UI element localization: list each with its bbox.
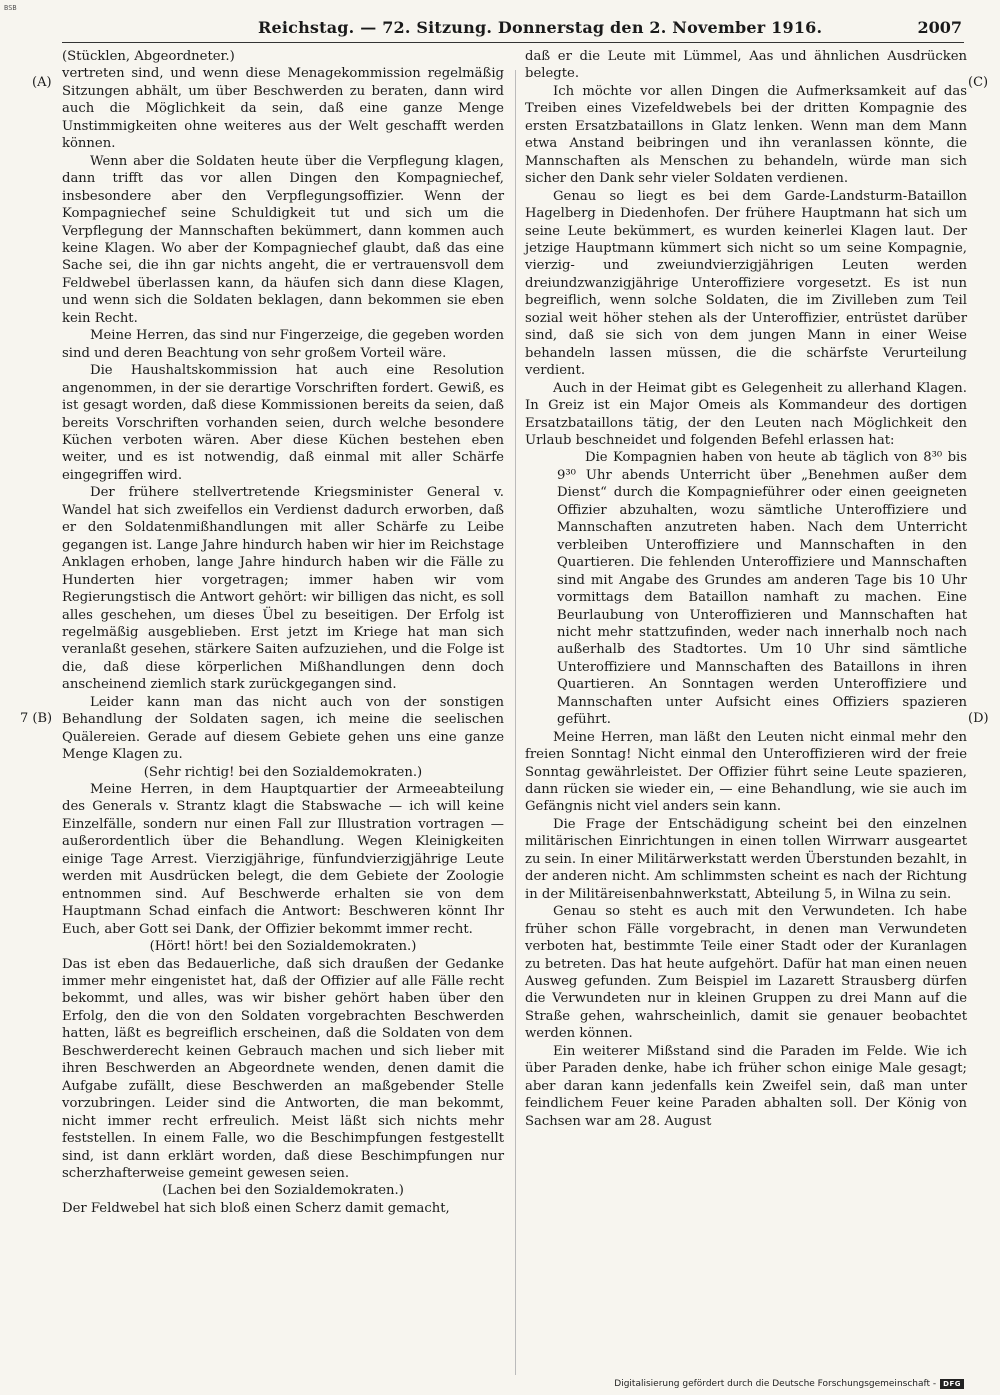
margin-marker-d: (D)	[968, 711, 989, 726]
paragraph: Auch in der Heimat gibt es Gelegenheit zu allerhand Klagen. In Greiz ist ein Major Omeis als Kommandeur des dortigen Ersatzbataillons tätig, der den Leuten nach Möglichkeit den Urlaub beschneidet und folgenden Befehl erlassen hat:	[525, 380, 967, 448]
footer	[614, 1379, 964, 1389]
right-column	[525, 48, 967, 1130]
speaker-line: (Stücklen, Abgeordneter.)	[62, 49, 235, 64]
funding-note: Digitalisierung gefördert durch die Deutsche Forschungsgemeinschaft -	[614, 1379, 937, 1389]
paragraph: Meine Herren, man läßt den Leuten nicht einmal mehr den freien Sonntag! Nicht einmal den Unteroffizieren wird der freie Sonntag gewährleistet. Der Offizier führt seine Leute spazieren, dann rücken sie wieder ein, — eine Behandlung, wie sie auch im Gefängnis nicht viel anders sein kann.	[525, 729, 967, 815]
paragraph: Die Frage der Entschädigung scheint bei den einzelnen militärischen Einrichtungen in einen tollen Wirrwarr ausgeartet zu sein. In einer Militärwerkstatt werden Überstunden bezahlt, in der anderen nicht. Am schlimmsten scheint es nach der Richtung in der Militäreisenbahnwerkstatt, Abteilung 5, in Wilna zu sein.	[525, 816, 967, 902]
paragraph: Ein weiterer Mißstand sind die Paraden im Felde. Wie ich über Paraden denke, habe ich früher schon einige Male gesagt; aber daran kann jedenfalls kein Zweifel sein, daß man unter feindlichem Feuer keine Paraden abhalten soll. Der König von Sachsen war am 28. August	[525, 1043, 967, 1129]
paragraph: Die Haushaltskommission hat auch eine Resolution angenommen, in der sie derartige Vorschriften fordert. Gewiß, es ist gesagt worden, daß diese Kommissionen bereits da seien, daß bereits Vorschriften vorhanden seien, durch welche besondere Küchen verboten wären. Aber diese Küchen bestehen eben weiter, und es ist notwendig, daß einmal mit aller Schärfe eingegriffen wird.	[62, 363, 504, 483]
dfg-logo: DFG	[940, 1379, 964, 1389]
library-stamp: BSB	[4, 4, 17, 12]
column-divider	[515, 70, 516, 1375]
paragraph: Wenn aber die Soldaten heute über die Verpflegung klagen, dann trifft das vor allen Dingen den Kompagniechef, insbesondere aber den Verpflegungsoffizier. Wenn der Kompagniechef seine Schuldigkeit tut und sich um die Verpflegung der Mannschaften bekümmert, dann kommen auch keine Klagen. Wo aber der Kompagniechef glaubt, daß das eine Sache sei, die ihn gar nichts angeht, die er vertrauensvoll dem Feldwebel überlassen kann, da häufen sich dann diese Klagen, und wenn sich die Soldaten beklagen, dann bekommen sie eben kein Recht.	[62, 153, 504, 326]
interjection: (Sehr richtig! bei den Sozialdemokraten.)	[143, 764, 423, 780]
paragraph: Meine Herren, in dem Hauptquartier der Armeeabteilung des Generals v. Strantz klagt die Stabswache — ich will keine Einzelfälle, sondern nur einen Fall zur Illustration vortragen — außerordentlich über die Behandlung. Wegen Kleinigkeiten einige Tage Arrest. Vierzigjährige, fünfundvierzigjährige Leute werden mit Ausdrücken belegt, die dem Gebiete der Zoologie entnommen sind. Auf Beschwerde erhalten sie von dem Hauptmann Schad einfach die Antwort: Beschweren könnt Ihr Euch, aber Gott sei Dank, der Offizier bekommt immer recht.	[62, 782, 504, 937]
margin-marker-b: 7 (B)	[20, 711, 53, 726]
paragraph: Meine Herren, das sind nur Fingerzeige, die gegeben worden sind und deren Beachtung von sehr großem Vorteil wäre.	[62, 328, 504, 361]
paragraph: Genau so liegt es bei dem Garde-Landsturm-Bataillon Hagelberg in Diedenhofen. Der frühere Hauptmann hat sich um seine Leute bekümmert, es wurden keinerlei Klagen laut. Der jetzige Hauptmann kümmert sich nicht so um seine Kompagnie, vierzig- und zweiundvierzigjährigen Leuten werden dreiundzwanzigjährige Unteroffiziere vorgesetzt. Es ist nun begreiflich, wenn solche Soldaten, die im Zivilleben zum Teil sozial weit höher stehen als der Unteroffizier, entrüstet darüber sind, daß sie sich von dem jungen Mann in einer Weise behandeln lassen müssen, die die schärfste Verurteilung verdient.	[525, 188, 967, 379]
header-rule	[62, 42, 964, 43]
paragraph: vertreten sind, und wenn diese Menagekommission regelmäßig Sitzungen abhält, um über Beschwerden zu beraten, dann wird auch die Möglichkeit da sein, daß eine ganze Menge Unstimmigkeiten ohne weiteres aus der Welt geschafft werden können.	[62, 66, 504, 152]
paragraph: Der frühere stellvertretende Kriegsminister General v. Wandel hat sich zweifellos ein Verdienst dadurch erworben, daß er den Soldatenmißhandlungen mit aller Schärfe zu Leibe gegangen ist. Lange Jahre hindurch haben wir hier im Reichstage Anklagen erhoben, lange Jahre hindurch haben wir die Fälle zu Hunderten hier vorgetragen; immer haben wir vom Regierungstisch die Antwort gehört: wir billigen das nicht, es soll alles geschehen, um dieses Übel zu beseitigen. Der Erfolg ist regelmäßig ausgeblieben. Erst jetzt im Kriege hat man sich veranlaßt gesehen, stärkere Saiten aufzuziehen, und die Folge ist die, daß diese körperlichen Mißhandlungen denn doch anscheinend ziemlich stark zurückgegangen sind.	[62, 485, 504, 693]
paragraph: Genau so steht es auch mit den Verwundeten. Ich habe früher schon Fälle vorgebracht, in denen man Verwundeten verboten hat, bestimmte Teile einer Stadt oder der Kuranlagen zu betreten. Das hat heute aufgehört. Dafür hat man einen neuen Ausweg gefunden. Zum Beispiel im Lazarett Strausberg dürfen die Verwundeten nur in kleinen Gruppen zu drei Mann auf die Straße gehen, wahrscheinlich, damit sie genauer beobachtet werden können.	[525, 904, 967, 1042]
page-header	[0, 16, 1000, 42]
margin-marker-a: (A)	[32, 75, 52, 90]
interjection: (Lachen bei den Sozialdemokraten.)	[162, 1183, 404, 1199]
paragraph: Ich möchte vor allen Dingen die Aufmerksamkeit auf das Treiben eines Vizefeldwebels bei der dritten Kompagnie des ersten Ersatzbataillons in Glatz lenken. Wenn man dem Mann etwa Anstand beibringen und ihn veranlassen könnte, die Mannschaften als Menschen zu behandeln, würde man sich sicher den Dank sehr vieler Soldaten verdienen.	[525, 83, 967, 187]
margin-marker-c: (C)	[968, 75, 989, 90]
left-column	[62, 48, 504, 1217]
quoted-order: Die Kompagnien haben von heute ab täglich von 8³⁰ bis 9³⁰ Uhr abends Unterricht über „Benehmen außer dem Dienst“ durch die Kompagnieführer oder einen geeigneten Offizier abzuhalten, wozu sämtliche Unteroffiziere und Mannschaften anzutreten haben. Nach dem Unterricht verbleiben Unteroffiziere und Mannschaften in den Quartieren. Die fehlenden Unteroffiziere und Mannschaften sind mit Angabe des Grundes am anderen Tage bis 10 Uhr vormittags dem Bataillon namhaft zu machen. Eine Beurlaubung von Unteroffizieren und Mannschaften hat nicht mehr stattzufinden, weder nach innerhalb noch nach außerhalb des Stadtortes. Um 10 Uhr sind sämtliche Unteroffiziere und Mannschaften des Bataillons in ihren Quartieren. An Sonntagen werden Unteroffiziere und Mannschaften unter Aufsicht eines Offiziers spazieren geführt.	[557, 450, 967, 728]
paragraph: Das ist eben das Bedauerliche, daß sich draußen der Gedanke immer mehr eingenistet hat, daß der Offizier auf alle Fälle recht bekommt, und alles, was wir bisher gehört haben über den Erfolg, den die von den Soldaten vorgebrachten Beschwerden hatten, läßt es begreiflich erscheinen, daß die Soldaten von dem Beschwerderecht keinen Gebrauch machen und sich lieber mit ihren Beschwerden an Abgeordnete wenden, denen damit die Aufgabe zufällt, diese Beschwerden an maßgebender Stelle vorzubringen. Leider sind die Antworten, die man bekommt, nicht immer recht erfreulich. Meist läßt sich nichts mehr feststellen. In einem Falle, wo die Beschimpfungen festgestellt sind, ist dann erklärt worden, daß diese Beschimpfungen nur scherzhafterweise gemeint gewesen seien.	[62, 956, 504, 1181]
running-title: Reichstag. — 72. Sitzung. Donnerstag den 2. November 1916.	[258, 18, 823, 37]
page-number: 2007	[917, 18, 962, 37]
paragraph: daß er die Leute mit Lümmel, Aas und ähnlichen Ausdrücken belegte.	[525, 49, 967, 82]
paragraph: Der Feldwebel hat sich bloß einen Scherz damit gemacht,	[62, 1200, 450, 1216]
paragraph: Leider kann man das nicht auch von der sonstigen Behandlung der Soldaten sagen, ich meine die seelischen Quälereien. Gerade auf diesem Gebiete gehen uns eine ganze Menge Klagen zu.	[62, 694, 504, 763]
interjection: (Hört! hört! bei den Sozialdemokraten.)	[149, 939, 417, 955]
